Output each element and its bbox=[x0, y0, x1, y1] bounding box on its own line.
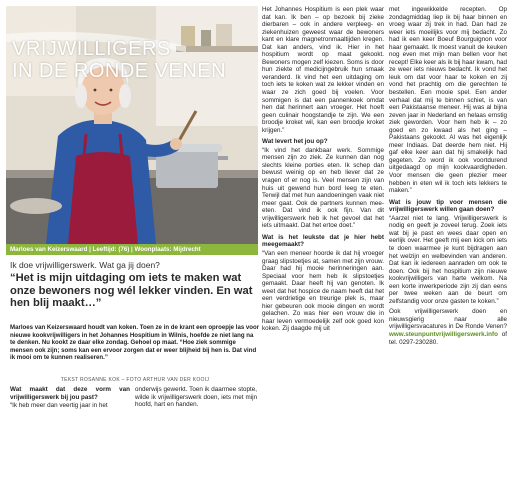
pull-quote: “Het is mijn uitdaging om iets te maken wat onze bewoners nog wél lekker vinden. En wat hen blij maakt…” bbox=[10, 272, 253, 310]
article-column-2 bbox=[135, 386, 257, 410]
campaign-question: Ik doe vrijwilligerswerk. Wat ga jij doen? bbox=[10, 260, 160, 270]
answer-paragraph: “Ik vind het dankbaar werk. Sommige mensen zijn zo ziek. Ze kunnen dan nog slechts kleine porties eten. Ik schep dan bewust weinig op en heb liever dat ze vragen of er nog is. Veel mensen zijn van huis uit gewend hun bord leeg te eten. Terwijl dat met hun aandoeningen vaak niet meer gaat. Ook de partners kunnen mee-eten. Dat vind ik ook fijn. Van dit vrijwilligerswerk heb ik het gevoel dat het iets uitmaakt. Dat het ertoe doet.” bbox=[262, 146, 384, 230]
closing-paragraph bbox=[389, 308, 507, 346]
section-title-line2: IN DE RONDE VENEN bbox=[12, 60, 227, 82]
interview-question: Wat is het leukste dat je hier hebt meegemaakt? bbox=[262, 233, 384, 249]
website-link[interactable]: www.steunpuntvrijwilligerswerk.info bbox=[389, 330, 498, 338]
section-title bbox=[12, 38, 226, 82]
answer-paragraph: “Van een meneer hoorde ik dat hij vroeger graag slipstoetjes at, samen met zijn vrouw. Daar had hij mooie herinneringen aan. Speciaal voor hem heb ik slipstoetjes gemaakt. Daar heeft hij van genoten. Ik weet dat het hospice de naam heeft dat het een verdrietige en treurige plek is, maar hier gebeuren ook mooie dingen en wordt gelachen. Zo was hier een vrouw die in haar leven vermoedelijk zelf ook goed kon koken. Zij daagde mij uit bbox=[262, 249, 384, 333]
closing-text: Ook vrijwilligerswerk doen en nieuwsgierig naar alle vrijwilligersvacatures in De Ronde Venen? bbox=[389, 308, 507, 331]
article-column-4 bbox=[389, 6, 507, 347]
interview-question: Wat maakt dat deze vorm van vrijwilligerswerk bij jou past? bbox=[10, 386, 130, 401]
interview-question: Wat levert het jou op? bbox=[262, 138, 328, 146]
answer-paragraph: “Ik heb meer dan veertig jaar in het bbox=[10, 402, 108, 410]
lead-paragraph: Marloes van Keizerswaard houdt van koken. Toen ze in de krant een oproepje las voor nieuwe kookvrijwilligers in het Johannes Hospitium in Wilnis, hoefde ze niet lang na te denken. Nu kookt ze daar elke zondag. Gehoel op maat. “Hoe ziek sommige mensen ook zijn; soms kan een ervoor zorgen dat er weer blijheid bij hen is. Dat vind ik mooi om te kunnen realiseren.” bbox=[10, 324, 260, 362]
answer-paragraph: “Aarzel niet te lang. Vrijwilligerswerk is nodig en geeft je zoveel terug. Zoek iets wat bij je past en wees daar open en eerlijk over. Het geeft mij een kick om iets te doen waarmee je kunt bijdragen aan het welzijn en welbevinden van anderen. Dat kan ik iedereen aanraden om ook te doen. Ook bij het hospitium zijn nieuwe kookvrijwilligers van harte welkom. Na een korte inwerkperiode zijn zij dan eens per twee weken aan de beurt om zelfstandig voor onze gasten te koken.” bbox=[389, 214, 507, 305]
answer-paragraph: Het Johannes Hospitium is een plek waar dat kan. Ik ben – op bezoek bij zieke dierbaren – ook in andere verpleeg- en ziekenhuizen geweest waar de bewoners kant en klare magnetronmaaltijden kregen. Dat kan anders, vind ik. Hier in het hospitium wordt op maat gekookt. Bewoners mogen zelf kiezen. Soms is door hun ziekte of medicijngebruik hun smaak veranderd. Ik vind het een uitdaging om toch iets te koken wat ze lekker vinden en waar ze zich goed bij voelen. Voor sommigen is dat een pannenkoek omdat hen dat herinnert aan vroeger. Het hoeft geen culinair hoogstandje te zijn. We een broodje kroket wil, kan een broodje kroket krijgen.” bbox=[262, 6, 384, 134]
article-column-1 bbox=[10, 386, 130, 411]
hero-photo bbox=[6, 6, 258, 244]
section-title-line1: VRIJWILLIGERS bbox=[12, 38, 171, 60]
phone-text: of tel. 0297-230280. bbox=[389, 330, 507, 346]
answer-paragraph: onderwijs gewerkt. Toen ik daarmee stopte, wilde ik vrijwilligerswerk doen, iets met mijn hoofd, hart en handen. bbox=[135, 386, 257, 409]
photo-caption-bar: Marloes van Keizerswaard | Leeftijd: (76) | Woonplaats: Mijdrecht bbox=[6, 244, 258, 255]
author-credit: TEKST ROSANNE KOK – FOTO ARTHUR VAN DER KOOIJ bbox=[60, 377, 210, 383]
interview-question: Wat is jouw tip voor mensen die vrijwilligerswerk willen gaan doen? bbox=[389, 198, 507, 214]
answer-paragraph: met ingewikkelde recepten. Op zondagmiddag liep ik bij haar binnen en vroeg waar zij trek in had. Dan had ze weer iets moeilijks voor mij bedacht. Zo had ik een keer Boeuf Bourguignon voor haar gemaakt. Ik moest vanuit de keuken nog even met mijn man bellen voor het recept! Elke keer als ik bij haar kwam, had ze weer iets nieuws bedacht. Ik vond het leuk om dat voor haar te koken en zij vond het prachtig om die gerechten te bestellen. Een mooie spel. Een ander verhaal dat mij te binnen schiet, is van een Pakistaanse meneer. Hij was al bijna zeven jaar in Nederland en helaas ernstig ziek geworden. Voor hem heb ik – zo goed en zo kwaad als het ging – Pakistaans gekookt. Al was het eigenlijk meer Indiaas. Dat deerde hem niet. Hij gaf elke keer aan dat hij smakelijk had gegeten. Zo word ik ook voortdurend uitgedaagd op mijn kookvaardigheden. Voor mensen die geen plezier meer hebben in eten wil ik toch iets lekkers te maken.” bbox=[389, 6, 507, 195]
article-column-3 bbox=[262, 6, 384, 334]
